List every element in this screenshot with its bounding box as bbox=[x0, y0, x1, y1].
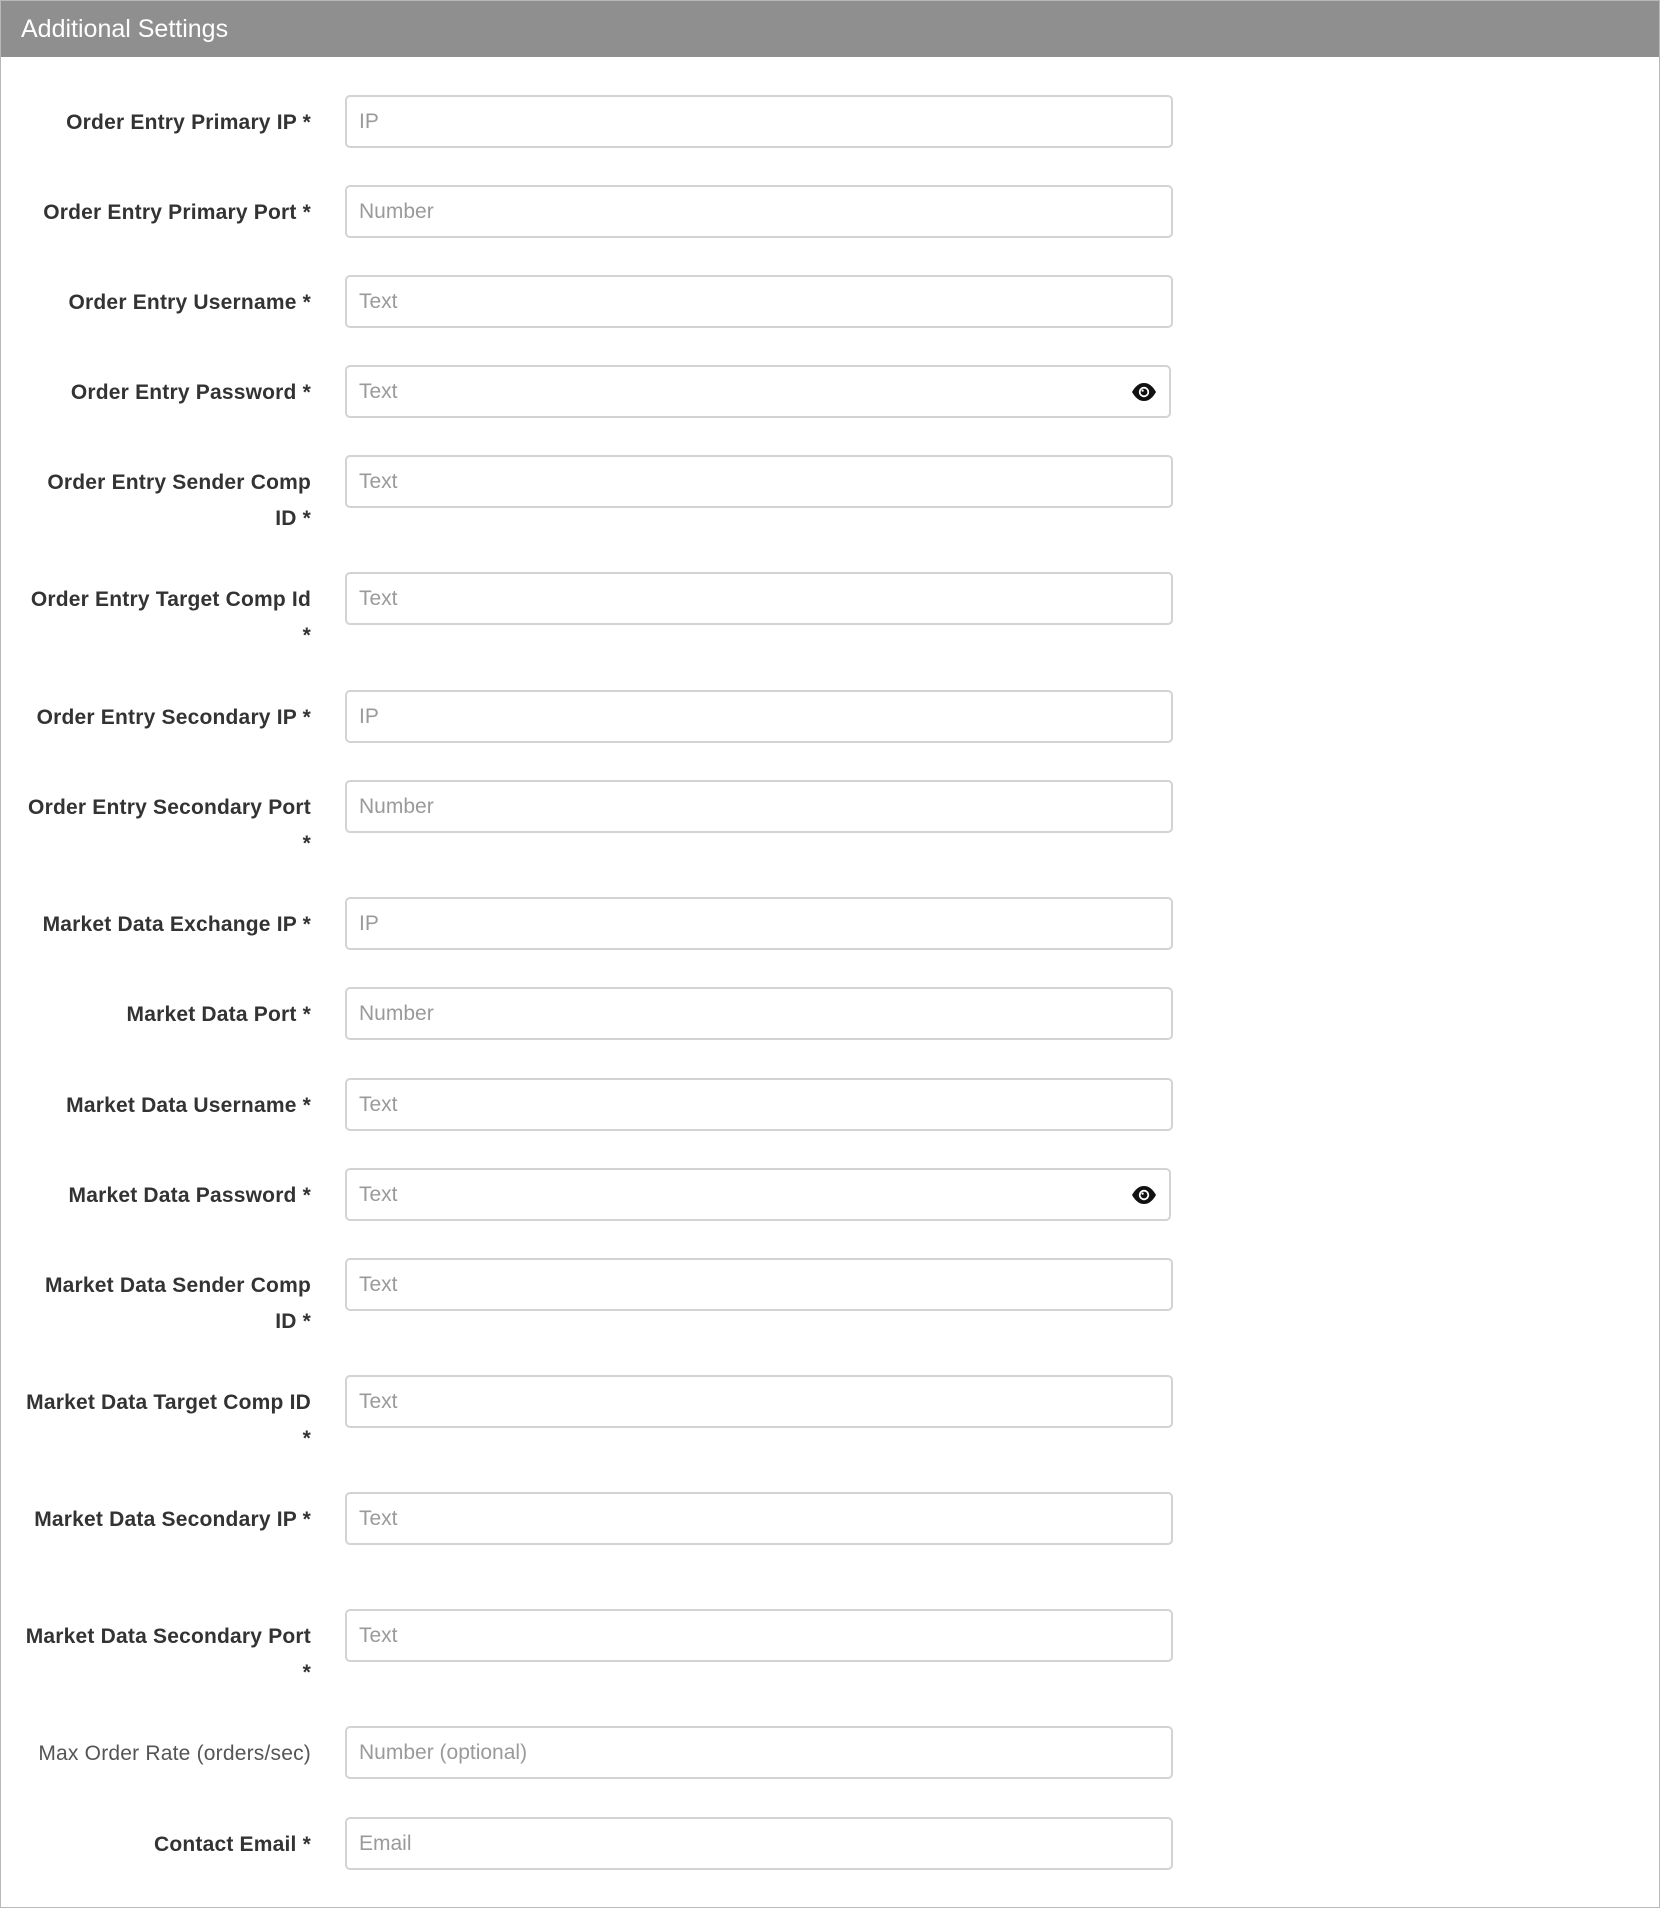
order-entry-username-field bbox=[345, 275, 1173, 328]
market-data-secondary-ip-field bbox=[345, 1492, 1173, 1545]
market-data-username-input[interactable] bbox=[347, 1080, 1171, 1129]
order-entry-target-comp-id-input[interactable] bbox=[347, 574, 1171, 623]
market-data-secondary-ip-input[interactable] bbox=[347, 1494, 1171, 1543]
market-data-secondary-port-input[interactable] bbox=[347, 1611, 1171, 1660]
market-data-port-input[interactable] bbox=[347, 989, 1171, 1038]
order-entry-target-comp-id-field bbox=[345, 572, 1173, 625]
order-entry-sender-comp-id-input[interactable] bbox=[347, 457, 1171, 506]
market-data-secondary-ip-label: Market Data Secondary IP * bbox=[34, 1508, 311, 1531]
order-entry-primary-ip-field bbox=[345, 95, 1173, 148]
order-entry-primary-ip-input[interactable] bbox=[347, 97, 1171, 146]
max-order-rate-input[interactable] bbox=[347, 1728, 1171, 1777]
market-data-sender-comp-id-input[interactable] bbox=[347, 1260, 1171, 1309]
order-entry-primary-port-label: Order Entry Primary Port * bbox=[43, 201, 311, 224]
market-data-port-label: Market Data Port * bbox=[126, 1003, 311, 1026]
market-data-target-comp-id-input[interactable] bbox=[347, 1377, 1171, 1426]
order-entry-primary-ip-label: Order Entry Primary IP * bbox=[66, 111, 311, 134]
order-entry-username-input[interactable] bbox=[347, 277, 1171, 326]
order-entry-secondary-ip-label: Order Entry Secondary IP * bbox=[36, 706, 311, 729]
contact-email-label: Contact Email * bbox=[153, 1833, 311, 1856]
market-data-secondary-port-field bbox=[345, 1609, 1173, 1662]
max-order-rate-field bbox=[345, 1726, 1173, 1779]
eye-icon[interactable] bbox=[1131, 1183, 1157, 1207]
contact-email-field bbox=[345, 1817, 1173, 1870]
order-entry-sender-comp-id-label: Order Entry Sender Comp ID * bbox=[47, 471, 311, 530]
market-data-target-comp-id-field bbox=[345, 1375, 1173, 1428]
order-entry-secondary-port-input[interactable] bbox=[347, 782, 1171, 831]
order-entry-password-input[interactable] bbox=[347, 367, 1169, 416]
market-data-password-label: Market Data Password * bbox=[68, 1184, 311, 1207]
order-entry-secondary-port-field bbox=[345, 780, 1173, 833]
market-data-sender-comp-id-label: Market Data Sender Comp ID * bbox=[44, 1274, 311, 1333]
order-entry-username-label: Order Entry Username * bbox=[68, 291, 311, 314]
contact-email-input[interactable] bbox=[347, 1819, 1171, 1868]
market-data-username-field bbox=[345, 1078, 1173, 1131]
order-entry-secondary-port-label: Order Entry Secondary Port * bbox=[28, 796, 311, 855]
market-data-secondary-port-label: Market Data Secondary Port * bbox=[25, 1625, 311, 1684]
panel-title: Additional Settings bbox=[1, 1, 1659, 57]
market-data-username-label: Market Data Username * bbox=[66, 1094, 311, 1117]
order-entry-primary-port-input[interactable] bbox=[347, 187, 1171, 236]
market-data-password-field bbox=[345, 1168, 1171, 1221]
market-data-exchange-ip-label: Market Data Exchange IP * bbox=[42, 913, 311, 936]
order-entry-secondary-ip-input[interactable] bbox=[347, 692, 1171, 741]
order-entry-primary-port-field bbox=[345, 185, 1173, 238]
order-entry-password-field bbox=[345, 365, 1171, 418]
order-entry-secondary-ip-field bbox=[345, 690, 1173, 743]
market-data-target-comp-id-label: Market Data Target Comp ID * bbox=[26, 1391, 311, 1450]
order-entry-sender-comp-id-field bbox=[345, 455, 1173, 508]
market-data-port-field bbox=[345, 987, 1173, 1040]
market-data-password-input[interactable] bbox=[347, 1170, 1169, 1219]
max-order-rate-label: Max Order Rate (orders/sec) bbox=[38, 1742, 311, 1765]
market-data-sender-comp-id-field bbox=[345, 1258, 1173, 1311]
order-entry-password-label: Order Entry Password * bbox=[70, 381, 311, 404]
market-data-exchange-ip-field bbox=[345, 897, 1173, 950]
eye-icon[interactable] bbox=[1131, 380, 1157, 404]
market-data-exchange-ip-input[interactable] bbox=[347, 899, 1171, 948]
order-entry-target-comp-id-label: Order Entry Target Comp Id * bbox=[30, 588, 311, 647]
